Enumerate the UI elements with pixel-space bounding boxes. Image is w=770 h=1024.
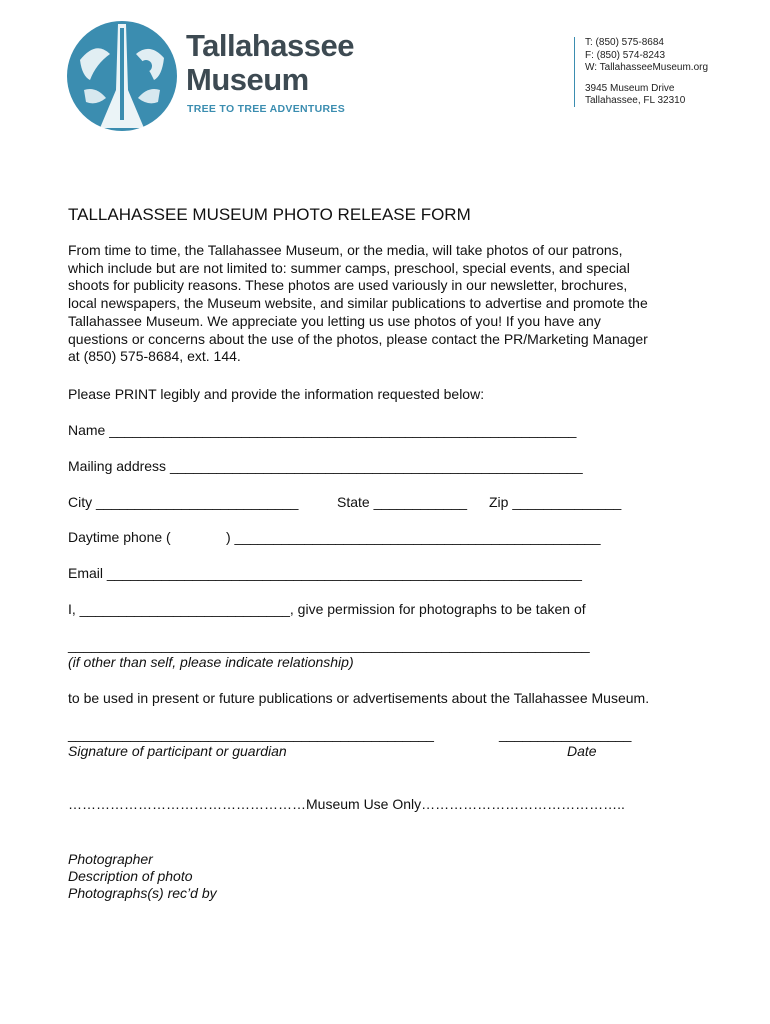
email-field[interactable]: Email _____________________________________________________________ xyxy=(68,565,582,581)
logo-name-line1: Tallahassee xyxy=(186,28,354,63)
relationship-note: (if other than self, please indicate relationship) xyxy=(68,654,354,670)
museum-logo-icon xyxy=(66,20,178,132)
contact-phone: T: (850) 575-8684 xyxy=(585,37,664,48)
contact-block xyxy=(574,37,708,107)
contact-web: W: TallahasseeMuseum.org xyxy=(585,62,709,73)
photographer-label: Photographer xyxy=(68,851,153,867)
intro-line: From time to time, the Tallahassee Museum, or the media, will take photos of our patrons, xyxy=(68,242,623,258)
intro-line: shoots for publicity reasons. These photos are used variously in our newsletter, brochures, xyxy=(68,277,628,294)
intro-line: which include but are not limited to: summer camps, preschool, special events, and special xyxy=(68,259,630,276)
city-field[interactable]: City __________________________ xyxy=(68,494,299,510)
intro-line: Tallahassee Museum. We appreciate you letting us use photos of you! If you have any xyxy=(68,312,601,329)
logo-name-line2: Museum xyxy=(186,62,309,97)
signature-field[interactable]: _______________________________________________ xyxy=(68,726,434,742)
print-instruction: Please PRINT legibly and provide the information requested below: xyxy=(68,386,485,402)
contact-address-line2: Tallahassee, FL 32310 xyxy=(585,95,686,106)
form-title: TALLAHASSEE MUSEUM PHOTO RELEASE FORM xyxy=(68,205,471,224)
date-label: Date xyxy=(567,743,597,759)
signature-label: Signature of participant or guardian xyxy=(68,743,287,759)
intro-line: at (850) 575-8684, ext. 144. xyxy=(68,348,241,365)
zip-field[interactable]: Zip ______________ xyxy=(489,494,622,510)
daytime-phone-field[interactable]: ) _______________________________________________ xyxy=(226,529,601,545)
relationship-field[interactable]: ___________________________________________________________________ xyxy=(68,637,590,653)
contact-address-line1: 3945 Museum Drive xyxy=(585,82,675,94)
usage-statement: to be used in present or future publications or advertisements about the Tallahassee Museum. xyxy=(68,690,650,706)
permission-name-field[interactable]: I, ___________________________, give permission for photographs to be taken of xyxy=(68,601,586,617)
intro-line: local newspapers, the Museum website, and similar publications to advertise and promote the xyxy=(68,295,648,312)
name-field[interactable]: Name ____________________________________________________________ xyxy=(68,422,577,438)
museum-use-divider: ……………………………………………Museum Use Only…………………………………….. xyxy=(68,796,625,812)
museum-use-fields xyxy=(68,851,217,902)
logo-tagline: TREE TO TREE ADVENTURES xyxy=(187,103,346,115)
state-field[interactable]: State ____________ xyxy=(337,494,468,510)
mailing-address-field[interactable]: Mailing address _____________________________________________________ xyxy=(68,458,583,474)
photographs-received-label: Photographs(s) rec’d by xyxy=(68,885,217,901)
photo-description-label: Description of photo xyxy=(68,868,193,884)
intro-paragraph xyxy=(68,242,718,366)
intro-line: questions or concerns about the use of the photos, please contact the PR/Marketing Manager xyxy=(68,330,648,347)
contact-fax: F: (850) 574-8243 xyxy=(585,49,666,61)
daytime-phone-label: Daytime phone ( xyxy=(68,529,171,545)
date-field[interactable]: _________________ xyxy=(499,726,632,742)
